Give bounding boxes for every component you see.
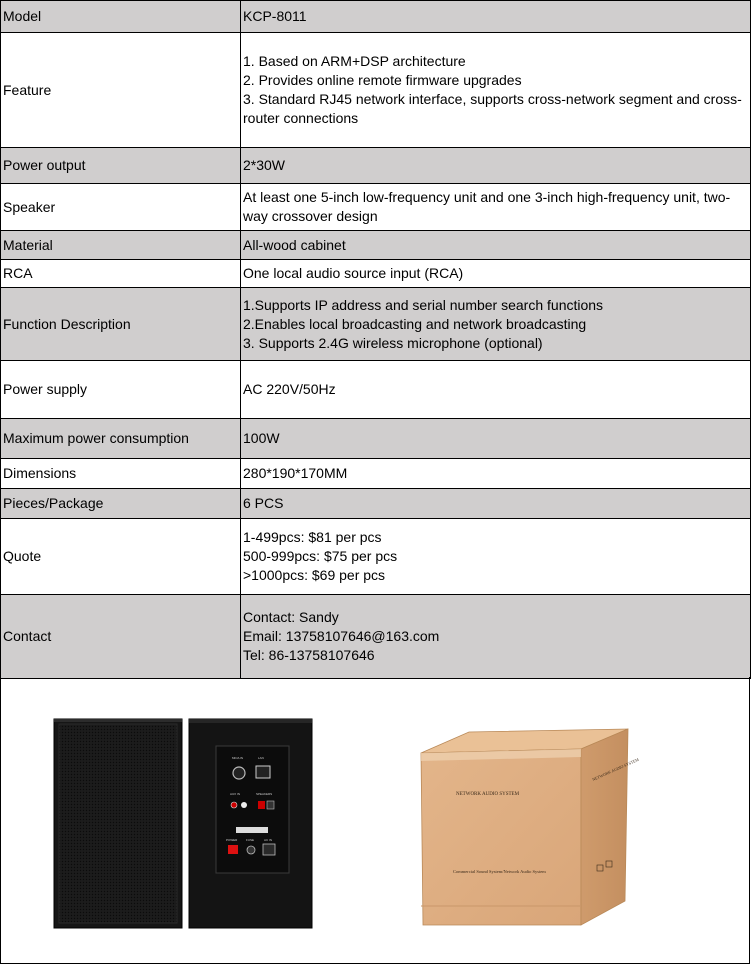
shipping-box-image <box>421 729 640 925</box>
table-row <box>1 1 751 33</box>
row-value: 1-499pcs: $81 per pcs 500-999pcs: $75 per pcs >1000pcs: $69 per pcs <box>241 519 751 595</box>
row-value: 100W <box>241 419 751 459</box>
row-value: AC 220V/50Hz <box>241 361 751 419</box>
product-photos <box>1 677 749 963</box>
row-label: Function Description <box>1 288 241 361</box>
box-side-label: NETWORK AUDIO SYSTEM <box>591 756 640 782</box>
panel-label: MIC/LIN <box>232 756 244 760</box>
row-label: Contact <box>1 595 241 679</box>
row-value: 1.Supports IP address and serial number search functions 2.Enables local broadcasting and network broadcasting 3. Supports 2.4G wireless microphone (optional) <box>241 288 751 361</box>
row-label: Quote <box>1 519 241 595</box>
panel-label: FUSE <box>246 838 255 842</box>
product-photo-area <box>0 677 750 964</box>
row-label: Dimensions <box>1 459 241 489</box>
table-row <box>1 489 751 519</box>
row-value: One local audio source input (RCA) <box>241 260 751 288</box>
table-row <box>1 148 751 184</box>
box-front-label: NETWORK AUDIO SYSTEM <box>456 792 520 797</box>
table-row <box>1 184 751 231</box>
panel-label: LAN <box>258 756 264 760</box>
panel-label: AC IN <box>264 838 273 842</box>
panel-label: AUX IN <box>230 792 241 796</box>
box-bottom-label: Commercial Sound System/Network Audio System <box>453 869 546 874</box>
table-row <box>1 519 751 595</box>
row-value: 6 PCS <box>241 489 751 519</box>
table-row <box>1 459 751 489</box>
row-value: At least one 5-inch low-frequency unit and one 3-inch high-frequency unit, two-way crossover design <box>241 184 751 231</box>
table-row <box>1 595 751 679</box>
row-label: Maximum power consumption <box>1 419 241 459</box>
row-label: RCA <box>1 260 241 288</box>
panel-label: SPEAKERS <box>256 792 273 796</box>
row-label: Material <box>1 231 241 260</box>
row-label: Power supply <box>1 361 241 419</box>
table-row <box>1 419 751 459</box>
table-row <box>1 33 751 148</box>
speaker-rear-image <box>189 719 312 928</box>
row-label: Power output <box>1 148 241 184</box>
row-label: Model <box>1 1 241 33</box>
speaker-front-image <box>54 719 182 928</box>
row-label: Speaker <box>1 184 241 231</box>
table-row <box>1 260 751 288</box>
table-row <box>1 288 751 361</box>
row-value: 1. Based on ARM+DSP architecture 2. Provides online remote firmware upgrades 3. Standard RJ45 network interface, supports cross-network segment and cross-router connections <box>241 33 751 148</box>
row-value: KCP-8011 <box>241 1 751 33</box>
table-row <box>1 231 751 260</box>
row-value: 280*190*170MM <box>241 459 751 489</box>
row-value: 2*30W <box>241 148 751 184</box>
row-value: All-wood cabinet <box>241 231 751 260</box>
panel-label: POWER <box>226 838 238 842</box>
table-row <box>1 361 751 419</box>
row-label: Pieces/Package <box>1 489 241 519</box>
row-label: Feature <box>1 33 241 148</box>
row-value: Contact: Sandy Email: 13758107646@163.com Tel: 86-13758107646 <box>241 595 751 679</box>
